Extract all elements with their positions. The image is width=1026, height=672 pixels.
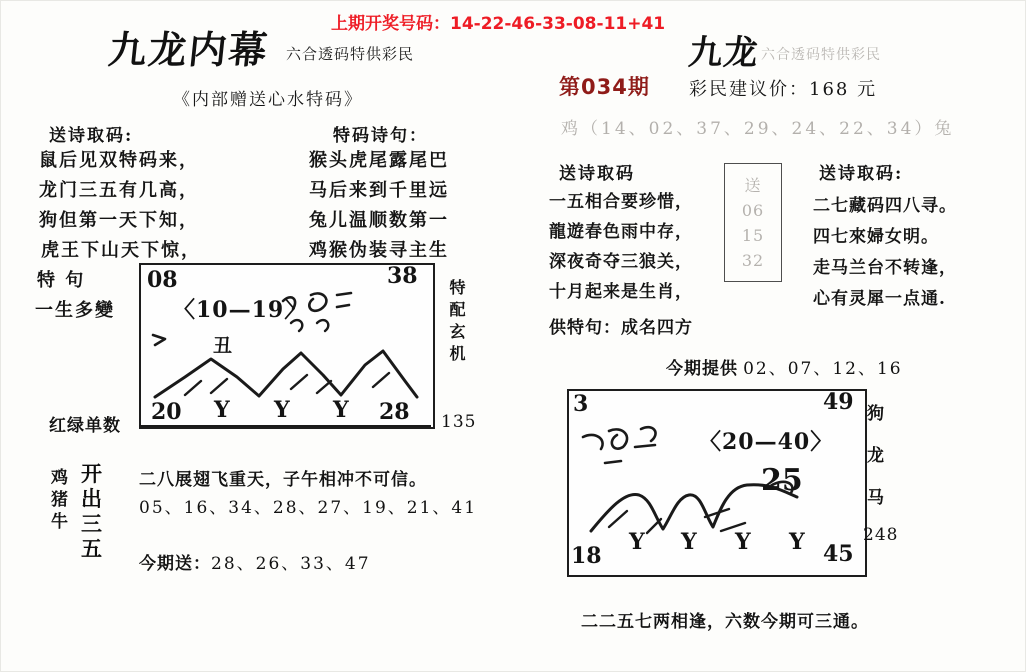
issue-number: 第034期 <box>559 75 650 99</box>
right-poem-right-line-2: 四七來婦女明。 <box>813 227 939 247</box>
poem-b-title: 特码诗句： <box>333 126 428 146</box>
center-code-line-3: 15 <box>741 225 765 245</box>
poem-b-line-3: 兔儿温顺数第一 <box>309 210 449 231</box>
poem-a-title: 送诗取码: <box>49 126 134 146</box>
center-code-line-1: 送 <box>744 175 762 195</box>
left-box-top-right-number: 38 <box>387 263 418 289</box>
last-draw-line <box>331 9 665 34</box>
center-code-line-4: 32 <box>741 250 765 270</box>
left-box-range: 〈10—19〉 <box>173 297 308 323</box>
right-box-inner-number: 25 <box>761 463 803 498</box>
right-supply-line <box>549 313 693 338</box>
right-brand-title: 九龙 <box>686 33 761 73</box>
zodiac-stack <box>51 467 68 533</box>
open-stack <box>81 461 102 561</box>
right-poem-left-title: 送诗取码 <box>559 164 635 184</box>
price-value: 168 元 <box>809 79 878 100</box>
left-send-label: 今期送： <box>139 554 211 574</box>
last-draw-label: 上期开奖号码： <box>331 14 450 34</box>
poem-a-line-2: 龙门三五有几高， <box>39 180 199 201</box>
zodiac-stack-item-3: 牛 <box>51 512 68 532</box>
left-box-peak-char: 丑 <box>213 335 233 357</box>
right-supply-value: 成名四方 <box>621 318 693 338</box>
left-brand-subtitle: 六合透码特供彩民 <box>286 45 415 63</box>
right-box-mark-1: Y <box>629 529 645 555</box>
center-code-box <box>724 163 782 282</box>
right-box-bottom-left-number: 18 <box>571 543 602 569</box>
result-row-label: 红绿单数 <box>49 416 121 436</box>
poem-b-line-1: 猴头虎尾露尾巴 <box>309 150 449 171</box>
poem-a-tag-value: 一生多變 <box>35 300 115 321</box>
right-box-bottom-right-number: 45 <box>823 541 854 567</box>
left-box-mark-2: Y <box>274 397 290 423</box>
poem-a-line-4: 虎王下山天下惊， <box>41 240 201 261</box>
poem-b-line-2: 马后来到千里远 <box>309 180 449 201</box>
left-box-top-left-number: 08 <box>147 267 178 293</box>
last-draw-numbers: 14-22-46-33-08-11+41 <box>450 14 666 34</box>
right-box-mark-3: Y <box>735 529 751 555</box>
right-box-range: 〈20—40〉 <box>699 429 834 455</box>
right-poem-left-line-4: 十月起来是生肖， <box>549 282 693 302</box>
zodiac-stack-item-2: 猪 <box>51 490 68 510</box>
left-phrase: 二八展翅飞重天，子午相冲不可信。 <box>139 470 427 490</box>
right-side-label-2: 龙 <box>867 446 884 466</box>
open-stack-item-1: 开 <box>81 461 102 486</box>
left-box-bottom-left-number: 20 <box>151 399 182 425</box>
right-poem-left-line-2: 龍遊春色雨中存， <box>549 222 693 242</box>
right-poem-right-line-1: 二七藏码四八寻。 <box>813 196 957 216</box>
left-brand-title: 九龙内幕 <box>106 27 272 72</box>
open-stack-item-2: 出 <box>81 486 102 511</box>
center-code-line-2: 06 <box>741 200 765 220</box>
right-brand-subtitle: 六合透码特供彩民 <box>761 47 881 63</box>
price-label: 彩民建议价： <box>689 79 809 100</box>
left-numbers: 05、16、34、28、27、19、21、41 <box>139 498 478 518</box>
right-side-number: 248 <box>863 525 899 545</box>
poem-b-line-4: 鸡猴伪装寻主生 <box>309 240 449 261</box>
provide-numbers: 02、07、12、16 <box>743 359 903 379</box>
right-side-label-1: 狗 <box>867 404 884 424</box>
provide-line <box>666 354 903 379</box>
provide-label: 今期提供 <box>666 359 738 379</box>
right-poem-right-title: 送诗取码: <box>819 164 904 184</box>
vertical-note: 特配玄机 <box>447 279 466 367</box>
right-poem-left-line-1: 一五相合要珍惜， <box>549 192 693 212</box>
poem-a-line-3: 狗但第一天下知， <box>39 210 199 231</box>
left-box-bottom-right-number: 28 <box>379 399 410 425</box>
faded-zodiac-row: 鸡（14、02、37、29、24、22、34）兔 <box>561 119 955 139</box>
zodiac-stack-item-1: 鸡 <box>51 468 68 488</box>
left-send-numbers: 28、26、33、47 <box>211 554 371 574</box>
left-box-mark-1: Y <box>214 397 230 423</box>
right-poem-left-line-3: 深夜奇夺三狼关， <box>549 252 693 272</box>
right-poem-right-line-3: 走马兰台不转逢， <box>813 258 957 278</box>
right-box-mark-4: Y <box>789 529 805 555</box>
right-side-label-3: 马 <box>867 488 884 508</box>
right-footer: 二二五七两相逢，六数今期可三通。 <box>581 612 869 632</box>
result-row-value: 135 <box>441 412 477 432</box>
right-hand-drawing <box>567 389 867 577</box>
poem-a-tag-label: 特 句 <box>37 270 86 291</box>
inner-banner: 《内部赠送心水特码》 <box>173 90 363 110</box>
left-box-mark-3: Y <box>333 397 349 423</box>
price-line <box>689 75 877 101</box>
result-row-rule <box>139 425 431 427</box>
left-send-line <box>139 549 371 574</box>
right-box-top-left-number: 3 <box>573 391 589 417</box>
poem-a-line-1: 鼠后见双特码来， <box>39 150 199 171</box>
right-box-top-right-number: 49 <box>823 389 854 415</box>
right-supply-label: 供特句： <box>549 318 621 338</box>
open-stack-item-3: 三 <box>81 511 102 536</box>
right-poem-right-line-4: 心有灵犀一点通. <box>813 289 946 309</box>
right-box-mark-2: Y <box>681 529 697 555</box>
open-stack-item-4: 五 <box>81 536 102 561</box>
right-drawing-svg <box>569 391 861 571</box>
